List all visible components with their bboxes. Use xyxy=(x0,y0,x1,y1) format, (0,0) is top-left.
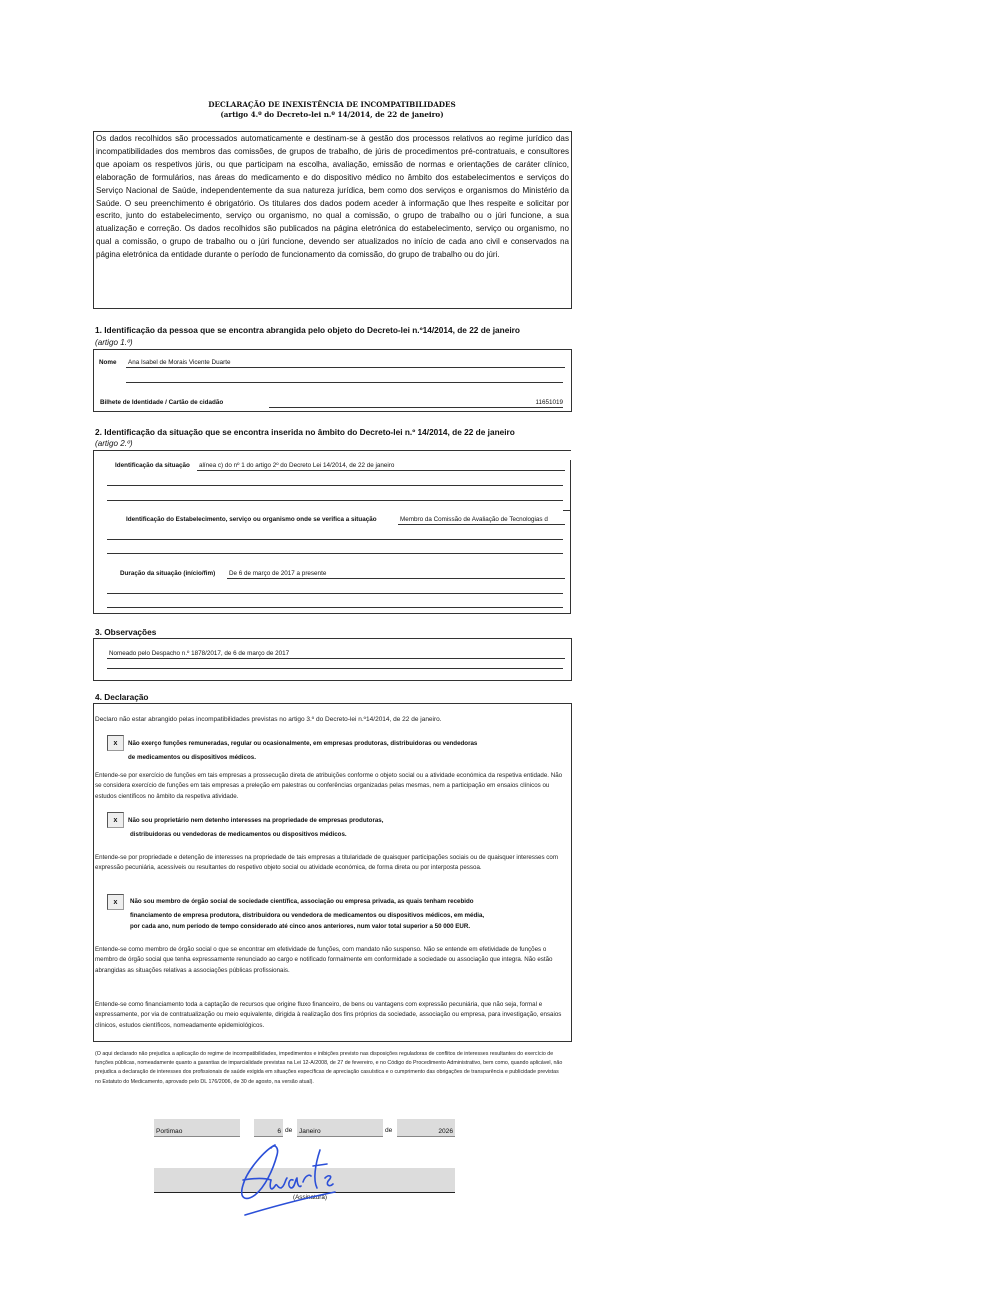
checkbox-no-ownership-interests[interactable]: x xyxy=(107,812,124,828)
document-subtitle: (artigo 4.º do Decreto-lei n.º 14/2014, de 22 de janeiro) xyxy=(220,110,444,119)
id-label: Bilhete de Identidade / Cartão de cidadão xyxy=(100,399,224,406)
name-field-line2[interactable] xyxy=(126,382,563,383)
data-protection-notice: Os dados recolhidos são processados automaticamente e destinam-se à gestão dos processos relativos ao regime jurídico das incompatibilidades dos membros das comissões, de grupos de trabalho, de júris de procedimentos pré-contratuais, e consultores que apoiam os respetivos júris, ou que participam na escolha, avaliação, emissão de normas e orientações de caráter clínico, elaboração de formulários, nas áreas do medicamento e do dispositivo médico no âmbito dos estabelecimentos e serviços do Serviço Nacional de Saúde, independentemente da sua natureza jurídica, bem como dos serviços e organismos do Ministério da Saúde. O seu preenchimento é obrigatório. Os titulares dos dados podem aceder à informação que lhes respeite e solicitar por escrito, junto do estabelecimento, serviço ou organismo, no qual a comissão, o grupo de trabalho ou o júri funcione, a sua atualização e correção. Os dados recolhidos são publicados na página eletrónica do estabelecimento, serviço ou organismo, no qual a comissão, o grupo de trabalho ou o júri funcione, devendo ser atualizados no início de cada ano civil e conservados na página eletrónica da entidade durante o período de funcionamento da comissão, do grupo de trabalho ou do júri. xyxy=(93,131,572,309)
duration-field[interactable]: De 6 de março de 2017 a presente xyxy=(227,570,565,579)
year-field[interactable]: 2026 xyxy=(397,1119,455,1137)
name-field[interactable]: Ana Isabel de Morais Vicente Duarte xyxy=(126,359,565,368)
check2-note: Entende-se por propriedade e detenção de interesses na propriedade de tais empresas a titularidade de quaisquer participações sociais ou de quaisquer interesses com expressão pecuniária, acessíveis ou resultantes do respetivo objeto social ou atividade económica, de forma direta ou por interposta pessoa. xyxy=(95,854,558,872)
check3-line3: por cada ano, num período de tempo considerado até cinco anos anteriores, num valor total superior a 50 000 EUR. xyxy=(130,923,471,930)
section3-heading: 3. Observações xyxy=(95,627,157,637)
handwritten-signature xyxy=(235,1140,345,1220)
check3-note: Entende-se como membro de órgão social o que se encontrar em efetividade de funções, com mandato não suspenso. Não se entende em efetividade de funções o membro de órgão social que tenha expressamente renunciado ao cargo e notificado formalmente em conformidade a sociedade ou associação que integra. Não estão abrangidas as situações relativas a associações públicas profissionais. xyxy=(95,946,553,974)
check2-line2: distribuidoras ou vendedoras de medicamentos ou dispositivos médicos. xyxy=(130,831,347,838)
section2-box xyxy=(93,450,571,614)
name-label: Nome xyxy=(99,359,117,366)
establishment-label: Identificação do Estabelecimento, serviço ou organismo onde se verifica a situação xyxy=(126,516,377,523)
de-label-2: de xyxy=(385,1127,393,1134)
section4-heading: 4. Declaração xyxy=(95,692,149,702)
check1-note: Entende-se por exercício de funções em tais empresas a prossecução direta de atribuições conforme o objeto social ou a atividade económica da respetiva entidade. Não se considera exercício de funções em tais empresas a preleção em palestras ou conferências organizadas pelas mesmas, nem a participação em ensaios clínicos ou estudos científicos no âmbito da respetiva atividade. xyxy=(95,772,563,800)
section1-article: (artigo 1.º) xyxy=(95,338,133,347)
declaration-statement: Declaro não estar abrangido pelas incompatibilidades previstas no artigo 3.º do Decreto-lei n.º14/2014, de 22 de janeiro. xyxy=(95,716,442,723)
check3-line1: Não sou membro de órgão social de sociedade científica, associação ou empresa privada, as quais tenham recebido xyxy=(130,898,474,905)
situation-line3[interactable] xyxy=(107,500,563,501)
de-label-1: de xyxy=(285,1127,293,1134)
situation-label: Identificação da situação xyxy=(115,462,190,469)
section3-box xyxy=(93,638,572,681)
observations-field[interactable]: Nomeado pelo Despacho n.º 1878/2017, de 6 de março de 2017 xyxy=(107,650,565,659)
check1-line2: de medicamentos ou dispositivos médicos. xyxy=(128,754,256,761)
place-field[interactable]: Portimao xyxy=(154,1119,240,1137)
section1-heading: 1. Identificação da pessoa que se encontra abrangida pelo objeto do Decreto-lei n.º14/2014, de 22 de janeiro xyxy=(95,325,520,335)
day-field[interactable]: 6 xyxy=(254,1119,283,1137)
signature-label: (Assinatura) xyxy=(293,1194,327,1201)
checkbox-no-remunerated-functions[interactable]: x xyxy=(107,735,124,751)
document-title: DECLARAÇÃO DE INEXISTÊNCIA DE INCOMPATIBILIDADES xyxy=(208,100,456,109)
section2-box-right-border xyxy=(570,460,571,614)
establishment-field[interactable]: Membro da Comissão de Avaliação de Tecnologias d xyxy=(398,516,565,525)
duration-line3[interactable] xyxy=(107,607,563,608)
id-field[interactable]: 11651019 xyxy=(269,399,563,408)
establishment-line3[interactable] xyxy=(107,553,563,554)
legal-footnote: (O aqui declarado não prejudica a aplicação do regime de incompatibilidades, impedimentos e inibições previsto nas disposições reguladoras de conflitos de interesses resultantes do exercício de funções públicas, nomeadamente quanto a garantias de imparcialidade previstas na Lei 12-A/2008, de 27 de fevereiro, e no Código do Procedimento Administrativo, bem como, quando aplicável, não prejudica a declaração de interesses dos profissionais de saúde exigida em situações específicas de apreciação casuística e o cumprimento das obrigações de transparência e publicidade previstas no Estatuto do Medicamento, aprovado pelo DL 176/2006, de 30 de agosto, na versão atual). xyxy=(95,1051,563,1085)
situation-line2[interactable] xyxy=(107,485,563,486)
checkbox-no-social-body-membership[interactable]: x xyxy=(107,894,124,910)
observations-line2[interactable] xyxy=(107,668,563,669)
section2-heading: 2. Identificação da situação que se encontra inserida no âmbito do Decreto-lei n.º 14/2014, de 22 de janeiro xyxy=(95,427,515,437)
check1-line1: Não exerço funções remuneradas, regular ou ocasionalmente, em empresas produtoras, distribuidoras ou vendedoras xyxy=(128,740,478,747)
check3-line2: financiamento de empresa produtora, distribuidora ou vendedora de medicamentos ou dispositivos médicos, em média, xyxy=(130,912,485,919)
section2-article: (artigo 2.º) xyxy=(95,439,133,448)
duration-line2[interactable] xyxy=(107,593,563,594)
month-field[interactable]: Janeiro xyxy=(297,1119,383,1137)
duration-label: Duração da situação (início/fim) xyxy=(120,570,216,577)
financing-note: Entende-se como financiamento toda a captação de recursos que origine fluxo financeiro, de bens ou vantagens com expressão pecuniária, que não seja, formal e expressamente, por via de contratualização ou meio equivalente, dirigida à realização dos fins próprios da sociedade, associação ou empresa, para investigação, ensaios clínicos, estudos científicos, nomeadamente epidemiológicos. xyxy=(95,1001,562,1029)
establishment-line2[interactable] xyxy=(107,539,563,540)
check2-line1: Não sou proprietário nem detenho interesses na propriedade de empresas produtoras, xyxy=(128,817,384,824)
section2-tick xyxy=(563,510,571,511)
situation-field[interactable]: alínea c) do nº 1 do artigo 2º do Decreto Lei 14/2014, de 22 de janeiro xyxy=(197,462,565,471)
